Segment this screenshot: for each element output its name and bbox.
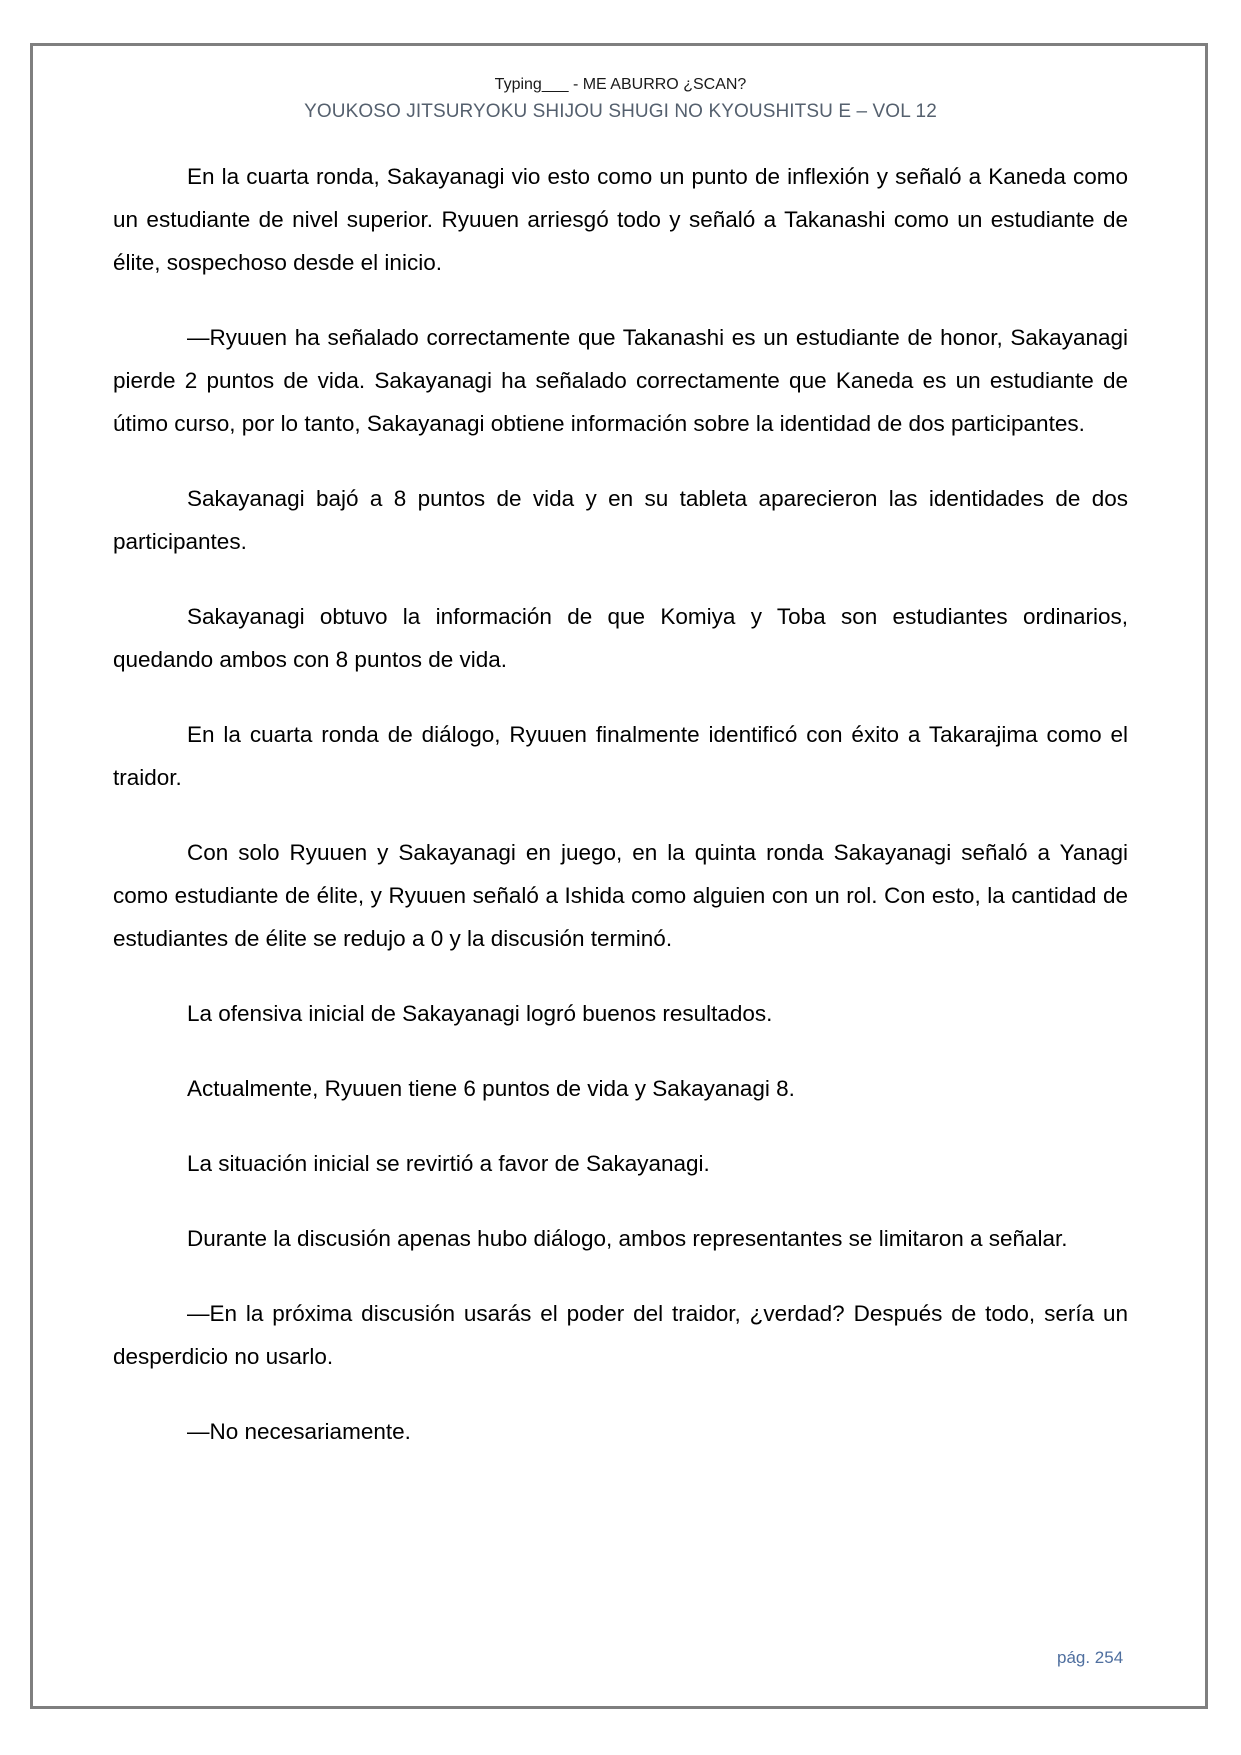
paragraph: —En la próxima discusión usarás el poder del traidor, ¿verdad? Después de todo, sería un desperdicio no usarlo. (113, 1301, 1128, 1369)
paragraph: —Ryuuen ha señalado correctamente que Takanashi es un estudiante de honor, Sakayanagi pierde 2 puntos de vida. Sakayanagi ha señalado correctamente que Kaneda es un estudiante de útimo curso, por lo tanto, Sakayanagi obtiene información sobre la identidad de dos participantes. (113, 325, 1128, 436)
paragraph: En la cuarta ronda, Sakayanagi vio esto como un punto de inflexión y señaló a Kaneda como un estudiante de nivel superior. Ryuuen arriesgó todo y señaló a Takanashi como un estudiante de élite, sospechoso desde el inicio. (113, 164, 1128, 275)
document-body (113, 155, 1128, 1485)
page-number: pág. 254 (1057, 1648, 1124, 1667)
header-credit: Typing___ - ME ABURRO ¿SCAN? (494, 76, 747, 93)
paragraph: Sakayanagi bajó a 8 puntos de vida y en su tableta aparecieron las identidades de dos participantes. (113, 486, 1128, 554)
paragraph: —No necesariamente. (187, 1419, 411, 1444)
paragraph: Actualmente, Ryuuen tiene 6 puntos de vida y Sakayanagi 8. (187, 1076, 795, 1101)
paragraph: Con solo Ryuuen y Sakayanagi en juego, en la quinta ronda Sakayanagi señaló a Yanagi como estudiante de élite, y Ryuuen señaló a Ishida como alguien con un rol. Con esto, la cantidad de estudiantes de élite se redujo a 0 y la discusión terminó. (113, 840, 1128, 951)
paragraph: Durante la discusión apenas hubo diálogo, ambos representantes se limitaron a señalar. (187, 1226, 1068, 1251)
header-book-title: YOUKOSO JITSURYOKU SHIJOU SHUGI NO KYOUSHITSU E – VOL 12 (304, 101, 937, 122)
paragraph: La ofensiva inicial de Sakayanagi logró buenos resultados. (187, 1001, 773, 1026)
paragraph: La situación inicial se revirtió a favor de Sakayanagi. (187, 1151, 710, 1176)
paragraph: Sakayanagi obtuvo la información de que Komiya y Toba son estudiantes ordinarios, quedando ambos con 8 puntos de vida. (113, 604, 1128, 672)
paragraph: En la cuarta ronda de diálogo, Ryuuen finalmente identificó con éxito a Takarajima como el traidor. (113, 722, 1128, 790)
